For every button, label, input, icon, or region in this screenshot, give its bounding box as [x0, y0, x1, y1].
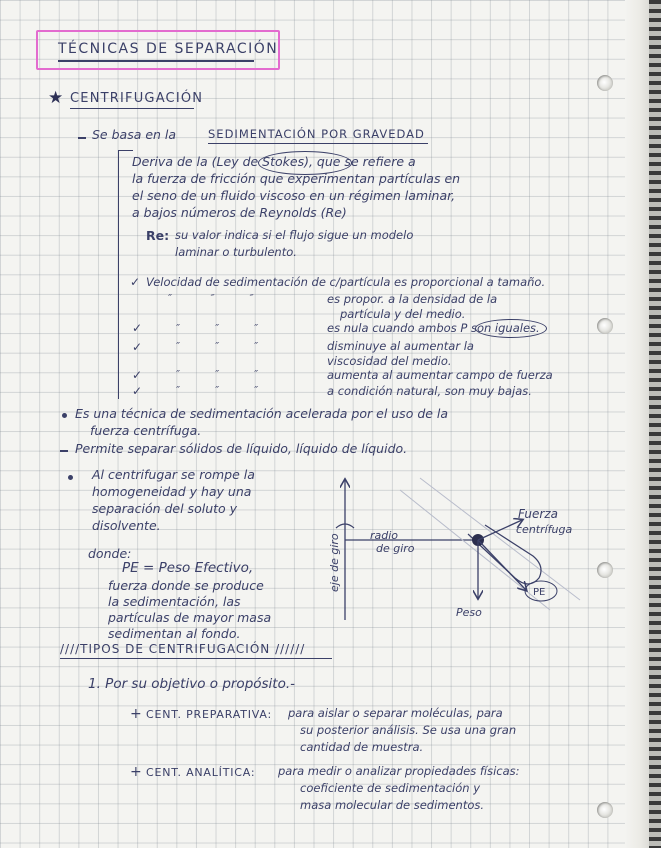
bullet-dot [68, 475, 73, 480]
stokes-line-1: Deriva de la (Ley de Stokes), que se refiere a [132, 154, 416, 169]
basis-emphasis: SEDIMENTACIÓN POR GRAVEDAD [208, 127, 425, 141]
tipos-underline [60, 658, 332, 659]
plus-icon: + [130, 764, 142, 780]
tipos-item-1: 1. Por su objetivo o propósito.- [88, 676, 296, 692]
star-icon: ★ [48, 88, 64, 108]
punch-hole [597, 75, 613, 91]
separation-line-2: homogeneidad y hay una [92, 484, 252, 499]
title-underline [58, 60, 254, 62]
stokes-line-4: a bajos números de Reynolds (Re) [132, 205, 347, 220]
velocity-item-4: aumenta al aumentar campo de fuerza [327, 368, 553, 382]
check-icon: ✓ [132, 340, 143, 354]
pe-label: PE [533, 587, 546, 598]
ditto-marks: ″ ″ ″ [176, 384, 259, 397]
weight-label: Peso [456, 606, 482, 619]
centrifuge-point-2: Permite separar sólidos de líquido, líquido de líquido. [75, 441, 408, 456]
velocity-item-2: es nula cuando ambos P son iguales. [327, 321, 540, 335]
ditto-marks: ″ ″ ″ [176, 340, 259, 353]
prep-label: CENT. PREPARATIVA: [146, 708, 273, 721]
spiral-binding [649, 0, 661, 848]
check-icon: ✓ [130, 275, 141, 289]
re-line-2: laminar o turbulento. [175, 245, 297, 259]
guide-line [420, 478, 580, 600]
velocity-item-3b: viscosidad del medio. [327, 354, 452, 368]
velocity-item-1b: partícula y del medio. [340, 307, 466, 321]
separation-line-3: separación del soluto y [92, 501, 238, 516]
velocity-item-3a: disminuye al aumentar la [327, 339, 474, 353]
stokes-line-2: la fuerza de fricción que experimentan partículas en [132, 171, 461, 186]
check-icon: ✓ [132, 368, 143, 382]
axis-label: eje de giro [328, 533, 341, 592]
centrifuge-point-1a: Es una técnica de sedimentación acelerada por el uso de la [75, 406, 449, 421]
punch-hole [597, 318, 613, 334]
anal-line-1: para medir o analizar propiedades físicas: [278, 764, 520, 778]
where-label: donde: [88, 546, 132, 561]
separation-line-1: Al centrifugar se rompe la [92, 467, 255, 482]
check-icon: ✓ [132, 384, 143, 398]
prep-line-1: para aislar o separar moléculas, para [288, 706, 503, 720]
bullet-dot [62, 413, 67, 418]
p-circle [475, 319, 547, 338]
definition-line-5: sedimentan al fondo. [108, 626, 241, 641]
definition-line-4: partículas de mayor masa [108, 610, 272, 625]
centrifuge-point-1b: fuerza centrífuga. [90, 423, 202, 438]
punch-hole [597, 802, 613, 818]
ditto-marks: ″ ″ ″ [168, 292, 254, 305]
force-label-2: centrífuga [516, 523, 573, 536]
check-icon: ✓ [132, 321, 143, 335]
re-label: Re: [146, 228, 170, 243]
dash-bullet [78, 137, 86, 139]
prep-line-2: su posterior análisis. Se usa una gran [300, 723, 517, 737]
definition-line-1: PE = Peso Efectivo, [122, 560, 254, 576]
definition-line-3: la sedimentación, las [108, 594, 241, 609]
velocity-item-1a: es propor. a la densidad de la [327, 292, 498, 306]
anal-line-3: masa molecular de sedimentos. [300, 798, 485, 812]
anal-label: CENT. ANALÍTICA: [146, 766, 256, 779]
anal-line-2: coeficiente de sedimentación y [300, 781, 481, 795]
re-line-1: su valor indica si el flujo sigue un modelo [175, 228, 414, 242]
basis-prefix: Se basa en la [92, 127, 177, 142]
separation-line-4: disolvente. [92, 518, 161, 533]
radius-label-1: radio [370, 529, 399, 542]
section-heading-centrifugacion: CENTRIFUGACIÓN [70, 91, 204, 106]
ditto-marks: ″ ″ ″ [176, 368, 259, 381]
heading-underline [70, 108, 194, 109]
stokes-line-3: el seno de un fluido viscoso en un régimen laminar, [132, 188, 456, 203]
plus-icon: + [130, 706, 142, 722]
centrifuge-force-diagram [290, 470, 600, 630]
velocity-item-5: a condición natural, son muy bajas. [327, 384, 532, 398]
force-label-1: Fuerza [518, 507, 558, 521]
definition-line-2: fuerza donde se produce [108, 578, 264, 593]
velocity-intro: Velocidad de sedimentación de c/partícula es proporcional a tamaño. [146, 275, 546, 289]
basis-underline [208, 143, 428, 144]
radius-label-2: de giro [376, 542, 415, 555]
prep-line-3: cantidad de muestra. [300, 740, 424, 754]
page-title: TÉCNICAS DE SEPARACIÓN [58, 41, 279, 57]
tipos-heading: ////TIPOS DE CENTRIFUGACIÓN ////// [60, 642, 306, 656]
ditto-marks: ″ ″ ″ [176, 322, 259, 335]
dash-bullet [60, 450, 68, 452]
